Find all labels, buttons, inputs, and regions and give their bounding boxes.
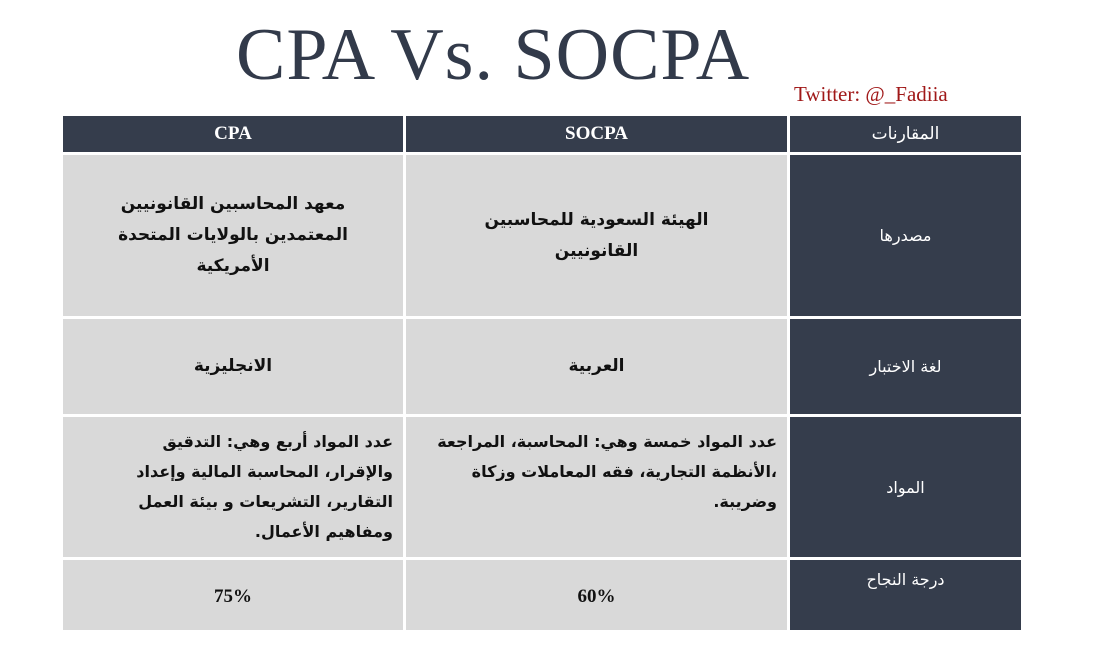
comparison-table (63, 116, 1021, 630)
row-label-subjects: المواد (790, 417, 1021, 557)
cell-source-cpa: معهد المحاسبين القانونيين المعتمدين بالولايات المتحدة الأمريكية (63, 155, 403, 316)
header-cpa: CPA (63, 116, 403, 152)
row-label-language: لغة الاختبار (790, 319, 1021, 414)
cell-pass-score-socpa: 60% (406, 560, 787, 630)
cell-language-cpa: الانجليزية (63, 319, 403, 414)
header-socpa: SOCPA (406, 116, 787, 152)
twitter-handle: Twitter: @_Fadiia (794, 82, 948, 106)
cell-pass-score-cpa: 75% (63, 560, 403, 630)
cell-subjects-cpa: عدد المواد أربع وهي: التدقيق والإقرار، المحاسبة المالية وإعداد التقارير، التشريعات و بيئة العمل ومفاهيم الأعمال. (63, 417, 403, 557)
row-label-pass-score: درجة النجاح (790, 560, 1021, 630)
header-comparisons: المقارنات (790, 116, 1021, 152)
cell-language-socpa: العربية (406, 319, 787, 414)
cell-subjects-socpa: عدد المواد خمسة وهي: المحاسبة، المراجعة ،الأنظمة التجارية، فقه المعاملات وزكاة وضريبة. (406, 417, 787, 557)
row-label-source: مصدرها (790, 155, 1021, 316)
slide-title: CPA Vs. SOCPA (236, 14, 751, 96)
cell-source-socpa: الهيئة السعودية للمحاسبين القانونيين (406, 155, 787, 316)
